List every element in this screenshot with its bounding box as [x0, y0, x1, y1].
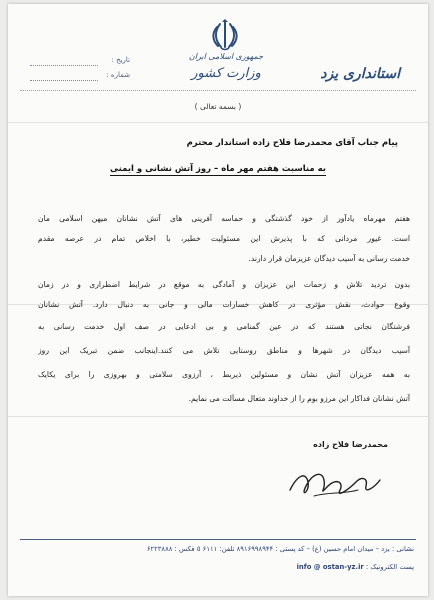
- letter-page: [8, 4, 428, 596]
- body-line: فرشتگان نجاتی هستند که در عین گمنامی و بی ادعایی در صف اول خدمت رسانی به: [38, 322, 410, 331]
- number-field: [30, 71, 130, 83]
- email-label: پست الکترونیک :: [365, 563, 414, 571]
- body-line: آسیب دیدگان در شهرها و مناطق روستایی تلاش می کنند.اینجانب ضمن تبریک این روز: [38, 346, 410, 355]
- body-line: بدون تردید تلاش و زحمات این عزیزان و آمادگی به موقع در شرایط اضطراری و در زمان: [38, 280, 410, 289]
- letter-subtitle: [28, 164, 408, 174]
- paper-crease: [8, 416, 428, 417]
- body-line: است. غیور مردانی که با پذیرش این مسئولیت خطیر، با اخلاص تمام در عرصه مقدم: [38, 234, 410, 243]
- number-line: [30, 80, 98, 81]
- header-divider: [20, 90, 416, 91]
- email-address[interactable]: info @ ostan-yz.ir: [296, 563, 364, 571]
- bismillah: ( بسمه تعالی ): [194, 102, 242, 111]
- date-label: تاریخ :: [111, 56, 130, 64]
- body-line: وقوع حوادث، نقش مؤثری در کاهش خسارات مالی و جانی به دنبال دارد. آتش نشانان: [38, 300, 410, 309]
- iran-emblem-icon: [208, 18, 242, 52]
- footer-email-row: [20, 563, 414, 571]
- body-line: خدمت رسانی به آسیب دیدگان عزیزمان قرار دارند.: [248, 254, 410, 263]
- ministry-name: وزارت کشور: [191, 66, 261, 81]
- letter-subtitle-text: به مناسبت هفتم مهر ماه – روز آتش نشانی و ایمنی: [110, 164, 326, 174]
- date-field: [30, 56, 130, 68]
- number-label: شماره :: [106, 71, 130, 79]
- country-name: جمهوری اسلامی ایران: [188, 52, 264, 61]
- footer-address: نشانی : یزد – میدان امام حسین (ع) – کد پستی : ۸۹۱۶۹۹۸۹۴۴ تلفن: ۶۱۱۱ ٥ فکس : ۶۲۲۳۸۸۸: [146, 545, 414, 553]
- handwritten-signature: [284, 460, 384, 506]
- letter-title: پیام جناب آقای محمدرضا فلاح زاده استاندار محترم: [186, 138, 398, 148]
- body-line: هفتم مهرماه یادآور از خود گذشتگی و حماسه آفرینی های آتش نشانان میهن اسلامی مان: [38, 214, 410, 223]
- body-line: آتش نشانان فداکار این مرزو بوم را از خداوند متعال مسألت می نمایم.: [188, 394, 410, 403]
- signer-name: محمدرضا فلاح زاده: [313, 440, 388, 449]
- date-line: [30, 65, 98, 66]
- paper-crease: [8, 122, 428, 123]
- footer-divider: [20, 539, 416, 540]
- body-line: به همه عزیزان آتش نشان و مسئولین ذیربط ، آرزوی سلامتی و بهروزی را برای یکایک: [38, 370, 410, 379]
- governorate-name: استانداری یزد: [320, 66, 400, 82]
